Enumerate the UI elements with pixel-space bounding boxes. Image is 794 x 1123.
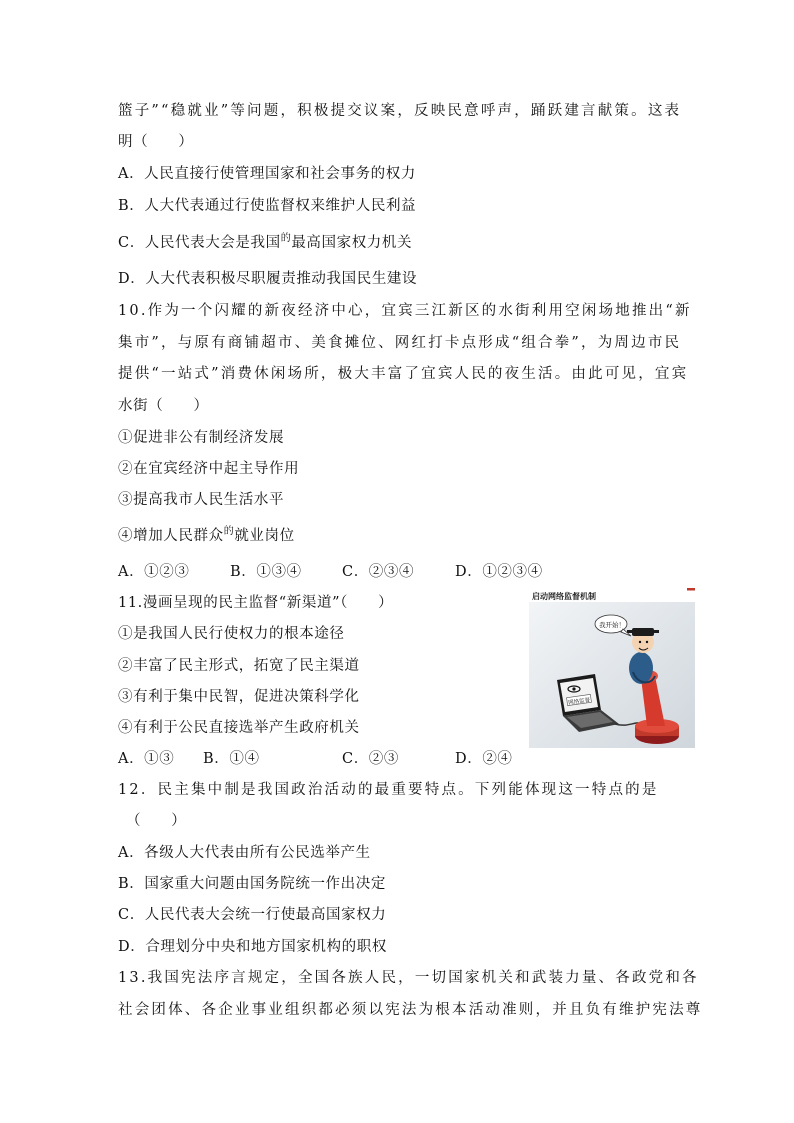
q10-option-a[interactable]: A．①②③ bbox=[118, 564, 190, 580]
q9-line1: 篮子”“稳就业”等问题，积极提交议案，反映民意呼声，踊跃建言献策。这表 bbox=[118, 103, 682, 119]
q11-statement-3: ③有利于集中民智，促进决策科学化 bbox=[118, 689, 360, 705]
q10-statement-2: ②在宜宾经济中起主导作用 bbox=[118, 461, 300, 477]
q10-option-c[interactable]: C．②③④ bbox=[342, 564, 415, 580]
q11-option-d[interactable]: D．②④ bbox=[455, 751, 513, 767]
cartoon-illustration bbox=[529, 588, 695, 748]
q10-statement-4-sup: 的 bbox=[223, 526, 235, 537]
q12-option-d[interactable]: D．合理划分中央和地方国家机构的职权 bbox=[118, 939, 387, 955]
q10-statement-1: ①促进非公有制经济发展 bbox=[118, 430, 285, 446]
q10-line3: 提供“一站式”消费休闲场所，极大丰富了宜宾人民的夜生活。由此可见，宜宾 bbox=[118, 366, 689, 382]
q9-option-c[interactable] bbox=[118, 233, 412, 255]
q13-line1: 13.我国宪法序言规定，全国各族人民，一切国家机关和武装力量、各政党和各 bbox=[118, 970, 699, 986]
q10-statement-4-text-2: 就业岗位 bbox=[234, 528, 295, 544]
cartoon-screen-label: 网络监督 bbox=[567, 697, 591, 707]
q10-option-d[interactable]: D．①②③④ bbox=[455, 564, 543, 580]
q11-statement-2: ②丰富了民主形式，拓宽了民主渠道 bbox=[118, 658, 360, 674]
q11-statement-1: ①是我国人民行使权力的根本途径 bbox=[118, 626, 345, 642]
q13-line2: 社会团体、各企业事业组织都必须以宪法为根本活动准则，并且负有维护宪法尊 bbox=[118, 1002, 703, 1018]
q12-paren: （ ） bbox=[126, 813, 187, 829]
q12-option-b[interactable]: B．国家重大问题由国务院统一作出决定 bbox=[118, 876, 386, 892]
q9-option-c-sup: 的 bbox=[280, 233, 292, 244]
q10-statement-3: ③提高我市人民生活水平 bbox=[118, 492, 285, 508]
q10-statement-4 bbox=[118, 526, 295, 548]
q9-option-b[interactable]: B．人大代表通过行使监督权来维护人民利益 bbox=[118, 198, 417, 214]
q11-statement-4: ④有利于公民直接选举产生政府机关 bbox=[118, 720, 360, 736]
q9-option-c-text-1: C．人民代表大会是我国 bbox=[118, 235, 281, 251]
q11-stem: 11.漫画呈现的民主监督“新渠道”（ ） bbox=[118, 595, 394, 611]
q10-line4: 水街（ ） bbox=[118, 398, 209, 414]
q9-line2: 明（ ） bbox=[118, 134, 194, 150]
q10-option-b[interactable]: B．①③④ bbox=[230, 564, 302, 580]
q9-option-d[interactable]: D．人大代表积极尽职履责推动我国民生建设 bbox=[118, 271, 418, 287]
speech-bubble-text: 我开始！ bbox=[599, 621, 625, 629]
q12-option-a[interactable]: A．各级人大代表由所有公民选举产生 bbox=[118, 845, 371, 861]
cartoon-title: 启动网络监督机制 bbox=[532, 592, 596, 601]
q10-line2: 集市”，与原有商铺超市、美食摊位、网红打卡点形成“组合拳”，为周边市民 bbox=[118, 335, 682, 351]
q12-option-c[interactable]: C．人民代表大会统一行使最高国家权力 bbox=[118, 907, 387, 923]
q11-option-c[interactable]: C．②③ bbox=[342, 751, 399, 767]
q9-option-c-text-2: 最高国家权力机关 bbox=[291, 235, 413, 251]
q11-option-a[interactable]: A．①③ bbox=[118, 751, 175, 767]
q10-statement-4-text-1: ④增加人民群众 bbox=[118, 528, 224, 544]
q9-option-a[interactable]: A．人民直接行使管理国家和社会事务的权力 bbox=[118, 166, 416, 182]
cartoon-svg bbox=[529, 588, 695, 748]
q11-option-b[interactable]: B．①④ bbox=[203, 751, 260, 767]
q12-stem: 12．民主集中制是我国政治活动的最重要特点。下列能体现这一特点的是 bbox=[118, 782, 659, 798]
q10-line1: 10.作为一个闪耀的新夜经济中心，宜宾三江新区的水街利用空闲场地推出“新 bbox=[118, 303, 692, 319]
